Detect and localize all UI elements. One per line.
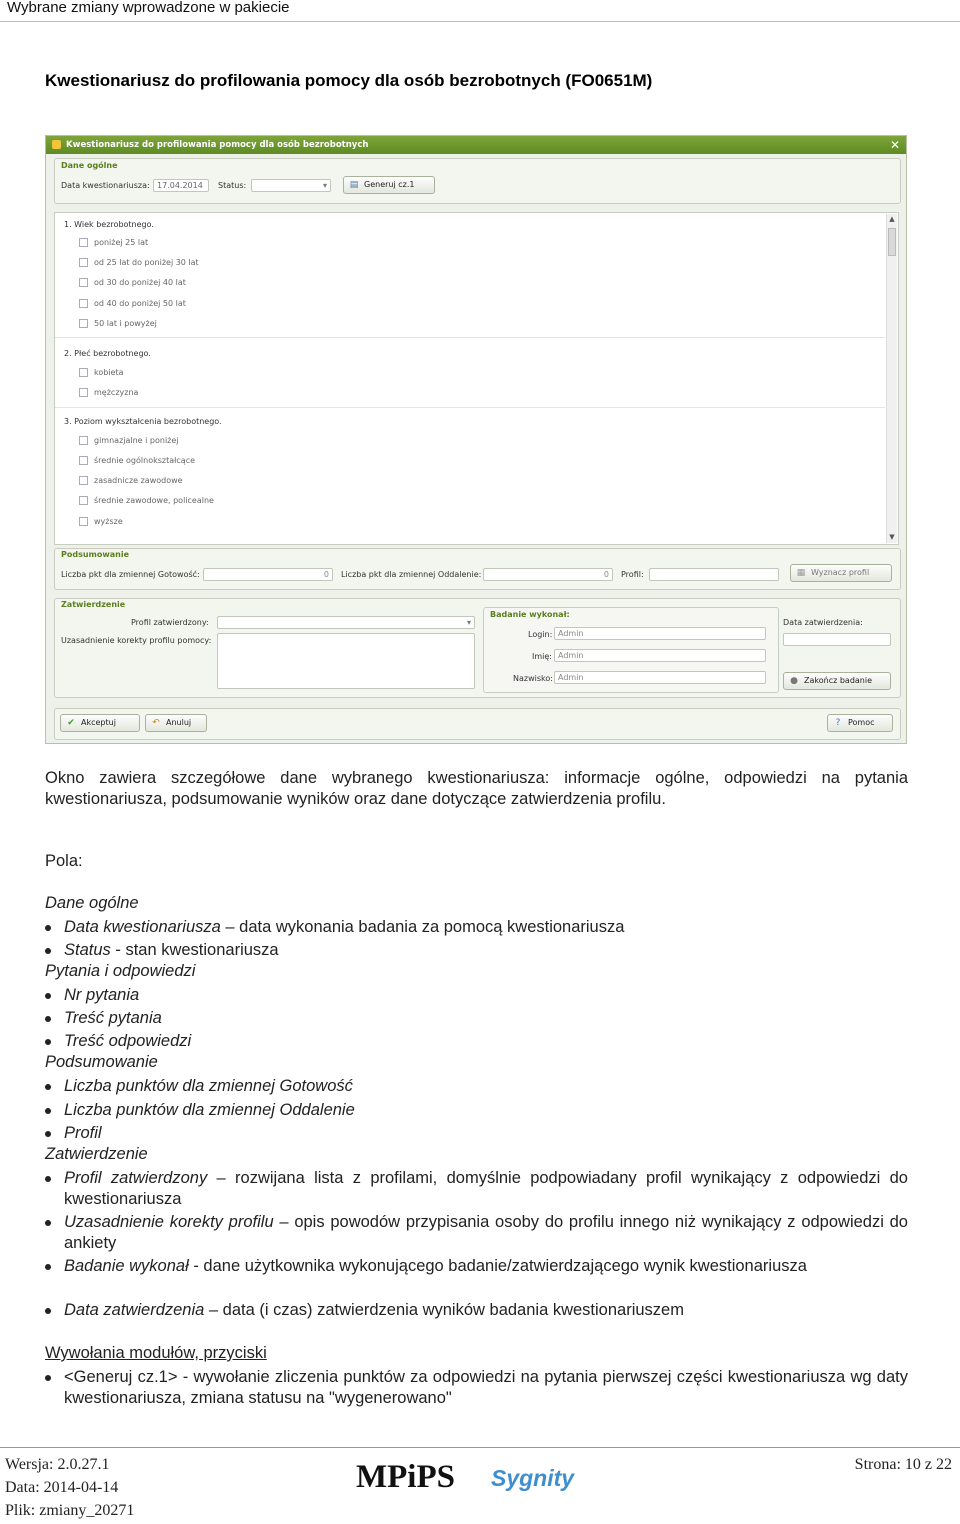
bullet-term: Uzasadnienie korekty profilu: [64, 1213, 274, 1231]
bullet-term: Profil zatwierdzony: [64, 1169, 208, 1187]
questionnaire-window: [45, 135, 907, 744]
running-header: Wybrane zmiany wprowadzone w pakiecie: [0, 0, 960, 22]
bullet-term: Badanie wykonał: [64, 1257, 189, 1275]
group-label-zatwierdzenie: Zatwierdzenie: [61, 600, 126, 609]
bullet-dot: [45, 1176, 51, 1182]
bullet-desc: - dane użytkownika wykonującego badanie/zatwierdzającego wynik kwestionariusza: [188, 1257, 807, 1275]
answer-checkbox[interactable]: [79, 258, 88, 267]
check-icon: ✔: [67, 718, 75, 728]
scroll-thumb[interactable]: [888, 228, 896, 256]
document-icon: ▤: [349, 180, 359, 190]
profile-icon: ▦: [796, 568, 806, 578]
answer-checkbox[interactable]: [79, 388, 88, 397]
bullet-desc: – data (i czas) zatwierdzenia wyników badania kwestionariuszem: [204, 1301, 684, 1319]
footer-divider: [0, 1447, 960, 1448]
answer-checkbox[interactable]: [79, 319, 88, 328]
pomoc-button[interactable]: [827, 714, 893, 732]
bullet-desc: – data wykonania badania za pomocą kwestionariusza: [220, 918, 625, 936]
answer-option: od 30 do poniżej 40 lat: [94, 278, 186, 287]
bullet-item: [64, 1300, 908, 1321]
answer-option: mężczyzna: [94, 388, 139, 397]
answer-checkbox[interactable]: [79, 299, 88, 308]
window-title: Kwestionariusz do profilowania pomocy dla osób bezrobotnych: [66, 140, 369, 150]
imie-label: Imię:: [532, 652, 552, 661]
bullet-desc: – opis powodów przypisania osoby do profilu innego niż wynikający z odpowiedzi do ankiety: [64, 1213, 908, 1252]
oddalenie-field[interactable]: 0: [483, 568, 613, 581]
akceptuj-button[interactable]: [60, 714, 140, 732]
footer-wersja: Wersja: 2.0.27.1: [5, 1456, 110, 1473]
bullet-dot: [45, 993, 51, 999]
answer-checkbox[interactable]: [79, 278, 88, 287]
section-pytania: Pytania i odpowiedzi: [45, 962, 196, 980]
question-title: 2. Płeć bezrobotnego.: [64, 349, 151, 358]
answer-checkbox[interactable]: [79, 238, 88, 247]
answer-option: kobieta: [94, 368, 124, 377]
anuluj-label: Anuluj: [166, 718, 192, 727]
akceptuj-label: Akceptuj: [81, 718, 116, 727]
bullet-term: Liczba punktów dla zmiennej Gotowość: [64, 1077, 353, 1095]
bullet-desc: <Generuj cz.1> - wywołanie zliczenia punktów za odpowiedzi na pytania pierwszej części kwestionariusza wg daty kwestionariusza, zmiana statusu na "wygenerowano": [64, 1368, 908, 1407]
bullet-desc: – rozwijana lista z profilami, domyślnie podpowiadany profil wynikający z odpowiedzi do kwestionariusza: [64, 1169, 908, 1208]
divider: [55, 337, 885, 338]
anuluj-button[interactable]: [145, 714, 207, 732]
bullet-item: [64, 1076, 908, 1097]
generuj-button-label: Generuj cz.1: [364, 180, 415, 189]
section-zatwierdzenie: Zatwierdzenie: [45, 1145, 148, 1163]
bullet-item: [64, 1123, 908, 1144]
bullet-item: [64, 917, 908, 938]
question-title: 3. Poziom wykształcenia bezrobotnego.: [64, 417, 222, 426]
app-icon: [52, 140, 61, 149]
bullet-dot: [45, 1131, 51, 1137]
mpips-logo: MPiPS: [356, 1459, 455, 1495]
group-label-badanie: Badanie wykonał:: [490, 610, 570, 619]
vertical-scrollbar[interactable]: [886, 214, 897, 543]
group-label-podsumowanie: Podsumowanie: [61, 550, 130, 559]
answer-option: poniżej 25 lat: [94, 238, 149, 247]
bullet-item: [64, 1256, 908, 1277]
answer-checkbox[interactable]: [79, 436, 88, 445]
bullet-term: Data kwestionariusza: [64, 918, 221, 936]
bullet-dot: [45, 1220, 51, 1226]
answer-checkbox[interactable]: [79, 517, 88, 526]
nazwisko-label: Nazwisko:: [513, 674, 553, 683]
section-heading: Kwestionariusz do profilowania pomocy dla osób bezrobotnych (FO0651M): [45, 71, 653, 90]
bullet-dot: [45, 1039, 51, 1045]
bullet-item: [64, 1168, 908, 1210]
footer-plik: Plik: zmiany_20271: [5, 1502, 135, 1519]
zakoncz-badanie-button[interactable]: [783, 672, 891, 690]
bullet-dot: [45, 948, 51, 954]
pola-heading: Pola:: [45, 852, 83, 870]
bullet-desc: - stan kwestionariusza: [110, 941, 279, 959]
bullet-term: Nr pytania: [64, 986, 140, 1004]
profil-field[interactable]: [649, 568, 779, 581]
answer-checkbox[interactable]: [79, 456, 88, 465]
questions-area[interactable]: [54, 212, 899, 545]
divider: [55, 407, 885, 408]
answer-option: wyższe: [94, 517, 123, 526]
status-select[interactable]: [251, 179, 331, 192]
help-icon: ?: [835, 718, 841, 728]
oddalenie-label: Liczba pkt dla zmiennej Oddalenie:: [341, 570, 482, 579]
answer-checkbox[interactable]: [79, 496, 88, 505]
profil-zatwierdzony-label: Profil zatwierdzony:: [131, 618, 209, 627]
bullet-dot: [45, 1084, 51, 1090]
bullet-term: Profil: [64, 1124, 102, 1142]
bullet-term: Treść odpowiedzi: [64, 1032, 192, 1050]
generuj-button[interactable]: [343, 176, 435, 194]
bullet-item: [64, 1008, 908, 1029]
section-podsumowanie: Podsumowanie: [45, 1053, 158, 1071]
undo-icon: ↶: [152, 718, 160, 728]
stop-icon: ●: [790, 676, 798, 686]
footer-data: Data: 2014-04-14: [5, 1479, 119, 1496]
data-kwestionariusza-field[interactable]: 17.04.2014: [153, 179, 209, 192]
profil-label: Profil:: [621, 570, 644, 579]
nazwisko-field[interactable]: Admin: [554, 671, 766, 684]
answer-option: zasadnicze zawodowe: [94, 476, 183, 485]
scroll-up-icon[interactable]: ▲: [889, 215, 895, 223]
group-zatwierdzenie: [54, 598, 901, 698]
imie-field[interactable]: Admin: [554, 649, 766, 662]
gotowosc-field[interactable]: 0: [203, 568, 333, 581]
bullet-dot: [45, 925, 51, 931]
bullet-item: [64, 1367, 908, 1409]
bottom-button-bar: [54, 708, 901, 740]
wyznacz-profil-label: Wyznacz profil: [811, 568, 870, 577]
bullet-item: [64, 1100, 908, 1121]
bullet-dot: [45, 1375, 51, 1381]
group-dane-ogolne: [54, 158, 901, 204]
description-paragraph: Okno zawiera szczegółowe dane wybranego kwestionariusza: informacje ogólne, odpowiedzi na pytania kwestionariusza, podsumowanie wyników oraz dane dotyczące zatwierdzenia profilu.: [45, 769, 908, 808]
window-titlebar: [46, 136, 906, 154]
section-dane-ogolne: Dane ogólne: [45, 894, 139, 912]
answer-option: gimnazjalne i poniżej: [94, 436, 179, 445]
group-badanie-wykonal: [483, 607, 779, 693]
bullet-dot: [45, 1016, 51, 1022]
bullet-term: Treść pytania: [64, 1009, 162, 1027]
answer-checkbox[interactable]: [79, 476, 88, 485]
profil-zatwierdzony-select[interactable]: [217, 616, 475, 629]
bullet-item: [64, 1212, 908, 1254]
gotowosc-label: Liczba pkt dla zmiennej Gotowość:: [61, 570, 200, 579]
uzasadnienie-label: Uzasadnienie korekty profilu pomocy:: [61, 636, 212, 645]
data-zatwierdzenia-field[interactable]: [783, 633, 891, 646]
bullet-item: [64, 1031, 908, 1052]
bullet-term: Status: [64, 941, 111, 959]
answer-option: średnie ogólnokształcące: [94, 456, 196, 465]
scroll-down-icon[interactable]: ▼: [889, 533, 895, 541]
bullet-dot: [45, 1264, 51, 1270]
data-zatwierdzenia-label: Data zatwierdzenia:: [783, 618, 863, 627]
answer-option: średnie zawodowe, policealne: [94, 496, 214, 505]
zakoncz-badanie-label: Zakończ badanie: [804, 676, 873, 685]
bullet-dot: [45, 1108, 51, 1114]
bullet-term: Data zatwierdzenia: [64, 1301, 205, 1319]
footer-page-number: Strona: 10 z 22: [854, 1456, 952, 1473]
uzasadnienie-textarea[interactable]: [217, 633, 475, 689]
login-label: Login:: [528, 630, 553, 639]
question-title: 1. Wiek bezrobotnego.: [64, 220, 154, 229]
bullet-dot: [45, 1308, 51, 1314]
answer-checkbox[interactable]: [79, 368, 88, 377]
bullet-item: [64, 985, 908, 1006]
close-icon[interactable]: ✕: [889, 138, 900, 152]
wyznacz-profil-button[interactable]: [790, 564, 892, 582]
wywolania-heading: Wywołania modułów, przyciski: [45, 1344, 267, 1362]
answer-option: od 40 do poniżej 50 lat: [94, 299, 186, 308]
bullet-item: [64, 940, 908, 961]
answer-option: 50 lat i powyżej: [94, 319, 157, 328]
group-label-dane-ogolne: Dane ogólne: [61, 161, 118, 170]
status-label: Status:: [218, 181, 247, 190]
data-kwestionariusza-label: Data kwestionariusza:: [61, 181, 150, 190]
sygnity-logo: Sygnity: [491, 1465, 575, 1491]
group-podsumowanie: [54, 548, 901, 590]
pomoc-label: Pomoc: [848, 718, 875, 727]
login-field[interactable]: Admin: [554, 627, 766, 640]
answer-option: od 25 lat do poniżej 30 lat: [94, 258, 199, 267]
bullet-term: Liczba punktów dla zmiennej Oddalenie: [64, 1101, 355, 1119]
